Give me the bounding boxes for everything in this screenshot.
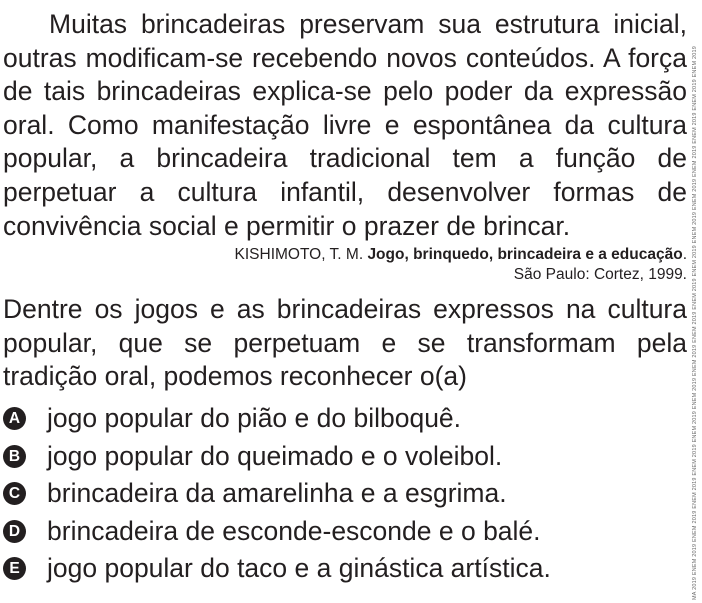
option-a-letter-badge: A — [3, 407, 26, 430]
option-b-text: jogo popular do queimado e o voleibol. — [47, 440, 503, 471]
option-c-letter-badge: C — [3, 482, 26, 505]
option-a-text: jogo popular do pião e do bilboquê. — [47, 403, 462, 434]
passage-text: Muitas brincadeiras preservam sua estrutura inicial, outras modificam-se recebendo novos conteúdos. A força de tais brincadeiras explica-se pelo poder da expressão oral. Como manifestação livre e espontânea da cultura popular, a brincadeira tradicional tem a função de perpetuar a cultura infantil, desenvolver formas de convivência social e permitir o prazer de brincar. — [3, 9, 687, 241]
option-b[interactable] — [3, 437, 687, 475]
option-c[interactable] — [3, 475, 687, 513]
option-e-letter-badge: E — [3, 557, 26, 580]
option-b-letter-badge: B — [3, 445, 26, 468]
answer-options — [3, 400, 687, 588]
question-text: Dentre os jogos e as brincadeiras expressos na cultura popular, que se perpetuam e se transformam pela tradição oral, podemos reconhecer o(a) — [3, 294, 687, 392]
option-a[interactable] — [3, 400, 687, 438]
citation-publisher: São Paulo: Cortez, 1999. — [513, 266, 687, 284]
citation-title: Jogo, brinquedo, brincadeira e a educação — [367, 246, 683, 264]
option-d-text: brincadeira de esconde-esconde e o balé. — [47, 515, 541, 546]
citation — [3, 245, 687, 285]
option-d[interactable] — [3, 512, 687, 550]
question-page — [3, 8, 687, 587]
option-e-text: jogo popular do taco e a ginástica artística. — [47, 553, 551, 584]
citation-line-1 — [3, 245, 687, 265]
citation-author: KISHIMOTO, T. M. — [234, 246, 368, 264]
option-c-text: brincadeira da amarelinha e a esgrima. — [47, 478, 507, 509]
option-e[interactable] — [3, 550, 687, 588]
citation-title-end: . — [682, 246, 687, 264]
vertical-exam-code-strip: MA 2019 ENEM 2019 ENEM 2019 ENEM 2019 ENEM 2019 ENEM 2019 ENEM 2019 ENEM 2019 ENEM 2019 ENEM 2019 ENEM 2019 ENEM 2019 ENEM 2019 ENEM 2019 ENEM 2019 ENEM 2019 ENEM 2019 — [692, 45, 698, 600]
option-d-letter-badge: D — [3, 520, 26, 543]
